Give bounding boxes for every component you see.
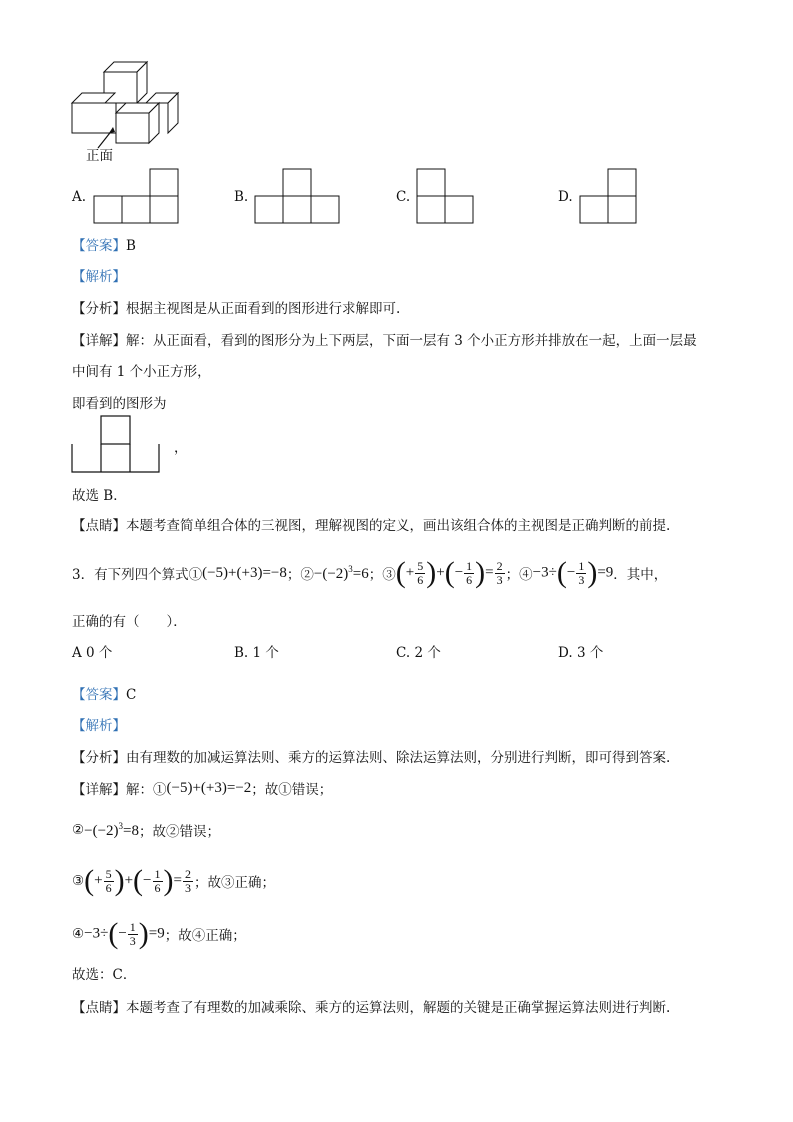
q3-expr3-result [495, 560, 505, 587]
q2-xiangjie-text1: 解：从正面看，看到的图形分为上下两层，下面一层有 3 个小正方形并排放在一起，上面一层最 [126, 333, 697, 349]
q3-expr2-result: =6 [352, 565, 369, 582]
q3-expr3-frac1-den: 6 [417, 572, 424, 587]
q3-d3-frac2 [153, 868, 163, 895]
q3-expr3-frac2-den: 6 [466, 572, 473, 587]
q2-option-d-label: D. [558, 189, 573, 205]
q2-option-a-label: A. [72, 189, 87, 205]
q3-expr4-result: =9 [597, 564, 614, 581]
q2-fenxi-text: 根据主视图是从正面看到的图形进行求解即可. [126, 301, 401, 317]
q3-option-c-text: 2 个 [414, 645, 441, 661]
q2-option-c-label: C. [396, 189, 411, 205]
q3-d3-sign2: − [143, 872, 152, 889]
q3-analysis-tag: 【解析】 [72, 718, 126, 734]
q3-d2-pre: ② [72, 822, 85, 838]
q3-fenxi-text: 由有理数的加减运算法则、乘方的运算法则、除法运算法则，分别进行判断，即可得到答案. [126, 750, 671, 766]
q3-expr2-exponent: 3 [348, 563, 353, 574]
q2-figure-comma: ， [174, 440, 188, 456]
q3-d2-result: =8 [123, 822, 139, 839]
q3-d2-exponent: 3 [118, 820, 124, 831]
q2-option-d-view [578, 167, 640, 225]
q3-expr3-plus: + [436, 564, 445, 581]
q3-d4-frac-den: 3 [129, 933, 136, 948]
q3-d4-sign: − [118, 925, 127, 942]
q3-expr3-frac2 [464, 560, 474, 587]
q3-d3-plus: + [124, 872, 134, 889]
q3-d4-frac [128, 921, 138, 948]
q2-dianjing-text: 本题考查简单组合体的三视图，理解视图的定义，画出该组合体的主视图是正确判断的前提. [126, 518, 671, 534]
q3-d1-post: ；故①错误； [251, 782, 333, 798]
q3-option-c-label: C. [396, 645, 411, 661]
q3-stem-end: ．其中， [613, 567, 668, 583]
q3-d3-eq: = [173, 872, 182, 889]
q3-answer-value: C [126, 687, 137, 703]
q3-fenxi-tag: 【分析】 [72, 750, 126, 766]
q3-expr4-frac-den: 3 [578, 572, 585, 587]
q3-d3-result-num: 2 [184, 866, 191, 881]
q2-dianjing-line [72, 514, 670, 534]
q3-expr3-frac1-num: 5 [417, 558, 424, 573]
q3-option-a-label: A [72, 645, 82, 661]
q2-answer-tag: 【答案】 [72, 238, 126, 254]
q2-fenxi-tag: 【分析】 [72, 301, 126, 317]
q3-stem-line2: 正确的有（ ）． [72, 614, 187, 630]
q3-d4-frac-num: 1 [129, 919, 136, 934]
q3-d4-result: =9 [148, 925, 165, 942]
q3-expr3-eq: = [485, 564, 494, 581]
q2-option-b-label: B. [234, 189, 249, 205]
q3-expr3-sign1: + [405, 564, 415, 581]
q3-d4-expr: −3÷(− $\frac{1}{3}$ )=9 [84, 917, 165, 950]
q3-expr4-lhs: −3÷ [532, 564, 557, 581]
q3-option-c [396, 641, 441, 661]
q3-d2-expr [84, 821, 139, 840]
q3-option-b-text: 1 个 [252, 645, 279, 661]
q2-option-c-view [415, 167, 477, 225]
q2-conclusion: 故选 B． [72, 488, 127, 504]
q2-answer-line [72, 234, 136, 254]
q3-d4-post: ；故④正确； [164, 928, 246, 944]
q2-answer-value: B [126, 238, 136, 254]
q3-detail-line1 [72, 772, 332, 804]
q3-dianjing-text: 本题考查了有理数的加减乘除、乘方的运算法则，解题的关键是正确掌握运算法则进行判断. [126, 1000, 671, 1016]
q3-sep1: ；② [286, 567, 314, 583]
q2-xiangjie-line2: 中间有 1 个小正方形， [72, 364, 211, 380]
q3-detail-line4 [72, 914, 246, 954]
q3-fenxi-line [72, 746, 670, 766]
q3-d3-post: ；故③正确； [193, 875, 275, 891]
q3-sep2: ；③ [368, 567, 396, 583]
q2-xiangjie-line3: 即看到的图形为 [72, 396, 167, 412]
q2-front-view-figure [70, 414, 165, 476]
q2-xiangjie-tag: 【详解】 [72, 333, 126, 349]
q3-dianjing-tag: 【点睛】 [72, 1000, 126, 1016]
q3-expr2 [314, 564, 369, 583]
q2-xiangjie-line1 [72, 329, 697, 349]
q3-d3-frac1-num: 5 [105, 866, 112, 881]
q3-expr3-result-den: 3 [496, 572, 503, 587]
q3-d3-frac2-num: 1 [154, 866, 161, 881]
q3-expr3-result-num: 2 [496, 558, 503, 573]
figure-caption-front: 正面 [86, 148, 113, 164]
q3-d3-frac1 [104, 868, 114, 895]
q3-sep3: ；④ [505, 567, 533, 583]
q3-option-d-label: D. [558, 645, 573, 661]
q3-d4-lhs: −3÷ [84, 925, 109, 942]
q3-detail-line2 [72, 814, 220, 846]
q3-d3-frac2-den: 6 [154, 880, 161, 895]
q2-option-a-view [92, 167, 182, 225]
q3-option-d-text: 3 个 [576, 645, 604, 661]
q3-d2-base: −(−2) [84, 822, 119, 839]
q3-option-b-label: B. [234, 645, 249, 661]
q3-expr4-frac-num: 1 [578, 558, 585, 573]
q3-option-b [234, 641, 279, 661]
q3-d1-expr: (−5)+(+3)=−2 [166, 779, 252, 796]
q3-option-a [72, 641, 112, 661]
q2-option-b-view [253, 167, 343, 225]
q3-expr3-frac2-num: 1 [466, 558, 473, 573]
q2-analysis-tag: 【解析】 [72, 269, 126, 285]
q3-answer-line [72, 683, 136, 703]
q3-answer-tag: 【答案】 [72, 687, 126, 703]
q3-expr3: (+ $\frac{5}{6}$ )+(− $\frac{1}{6}$ )= $\frac{2}{3}$ [395, 556, 503, 589]
q3-expr3-frac1 [415, 560, 425, 587]
q3-d3-result [183, 868, 193, 895]
q3-stem-start: 3．有下列四个算式① [72, 567, 203, 583]
q3-detail-line3 [72, 860, 275, 902]
q3-d3-sign1: + [94, 872, 103, 889]
q2-dianjing-tag: 【点睛】 [72, 518, 126, 534]
q3-dianjing-line [72, 996, 670, 1016]
q3-expr4-sign: − [566, 564, 576, 581]
q3-d3-expr: (+ $\frac{5}{6}$ )+(− $\frac{1}{6}$ )= $\frac{2}{3}$ [84, 864, 191, 897]
q3-d3-pre: ③ [72, 873, 85, 889]
q3-expr4-frac [576, 560, 586, 587]
q3-d4-pre: ④ [72, 926, 85, 942]
q3-d2-post: ；故②错误； [139, 824, 220, 840]
q3-expr4: −3÷(− $\frac{1}{3}$ )=9 [532, 556, 614, 589]
q3-option-d [558, 641, 603, 661]
q3-xiangjie-tag: 【详解】 [72, 782, 126, 798]
q3-d1-pre: 解：① [126, 782, 167, 798]
cube-stack-figure [60, 55, 190, 165]
q3-expr1: (−5)+(+3)=−8 [202, 564, 287, 581]
q3-expr2-base: −(−2) [313, 565, 349, 582]
q3-expr3-sign2: − [454, 564, 464, 581]
q3-conclusion: 故选：C． [72, 967, 137, 983]
q3-d3-result-den: 3 [184, 880, 191, 895]
q3-d3-frac1-den: 6 [105, 880, 112, 895]
q2-fenxi-line [72, 297, 400, 317]
q3-stem-line1 [72, 553, 667, 593]
q3-option-a-text: 0 个 [86, 645, 113, 661]
